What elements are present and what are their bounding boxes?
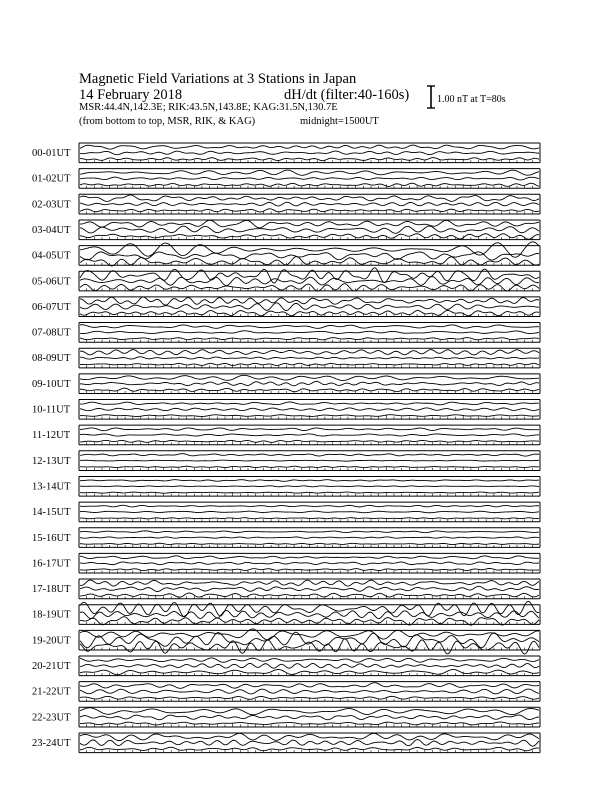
trace-rik <box>80 331 539 334</box>
trace-kag <box>80 505 539 507</box>
trace-kag <box>80 601 539 616</box>
panel-label: 02-03UT <box>32 199 71 211</box>
trace-rik <box>80 357 539 359</box>
trace-kag <box>80 350 539 355</box>
panel-label: 14-15UT <box>32 507 71 519</box>
trace-rik <box>80 408 539 411</box>
trace-kag <box>80 145 539 149</box>
trace-rik <box>80 381 539 385</box>
trace-rik <box>80 226 539 233</box>
trace-kag <box>80 268 539 283</box>
trace-rik <box>80 303 539 311</box>
panel-label: 15-16UT <box>32 532 71 544</box>
trace-rik <box>80 177 539 180</box>
trace-rik <box>80 434 539 436</box>
panel-label: 19-20UT <box>32 635 71 647</box>
panel-label: 05-06UT <box>32 276 71 288</box>
trace-rik <box>80 663 539 668</box>
trace-kag <box>80 580 539 586</box>
station-coordinates: MSR:44.4N,142.3E; RIK:43.5N,143.8E; KAG:31.5N,130.7E <box>79 102 338 113</box>
panel-label: 00-01UT <box>32 148 71 159</box>
trace-kag <box>80 170 539 175</box>
panel-label: 10-11UT <box>32 404 71 416</box>
trace-kag <box>80 708 539 715</box>
trace-kag <box>80 402 539 405</box>
panel-label: 21-22UT <box>32 686 71 698</box>
trace-kag <box>80 531 539 533</box>
panel-label: 11-12UT <box>32 430 71 442</box>
trace-kag <box>80 375 539 380</box>
trace-rik <box>80 460 539 461</box>
panel-label: 04-05UT <box>32 250 71 262</box>
panel-label: 01-02UT <box>32 173 71 185</box>
trace-rik <box>80 511 539 513</box>
trace-kag <box>80 428 539 431</box>
trace-kag <box>80 325 539 329</box>
trace-rik <box>80 715 539 720</box>
midnight-note: midnight=1500UT <box>300 116 379 127</box>
panel-label: 13-14UT <box>32 481 71 493</box>
panel-label: 12-13UT <box>32 455 71 467</box>
chart-date: 14 February 2018 <box>79 87 183 103</box>
panel-label: 23-24UT <box>32 737 71 749</box>
trace-rik <box>80 537 539 538</box>
trace-kag <box>80 297 539 305</box>
panel-label: 08-09UT <box>32 353 71 365</box>
quantity-filter-label: dH/dt (filter:40-160s) <box>284 87 410 103</box>
trace-kag <box>80 454 539 456</box>
panel-label: 06-07UT <box>32 301 71 313</box>
trace-kag <box>80 195 539 201</box>
panel-label: 16-17UT <box>32 558 71 570</box>
trace-rik <box>80 151 539 155</box>
trace-rik <box>80 202 539 206</box>
panel-label: 20-21UT <box>32 661 71 672</box>
panel-label: 07-08UT <box>32 327 71 339</box>
panel-label: 09-10UT <box>32 378 71 390</box>
trace-rik <box>80 562 539 565</box>
panel-label: 03-04UT <box>32 224 71 236</box>
trace-rik <box>80 740 539 747</box>
trace-rik <box>80 689 539 694</box>
trace-kag <box>80 556 539 559</box>
trace-kag <box>80 220 539 228</box>
station-order-note: (from bottom to top, MSR, RIK, & KAG) <box>79 116 256 127</box>
trace-kag <box>80 683 539 689</box>
panel-label: 22-23UT <box>32 712 71 724</box>
trace-rik <box>80 586 539 591</box>
trace-kag <box>80 242 539 257</box>
panel-label: 18-19UT <box>32 609 71 621</box>
scale-bar-label: 1.00 nT at T=80s <box>437 94 506 105</box>
trace-kag <box>80 733 539 740</box>
chart-title: Magnetic Field Variations at 3 Stations in Japan <box>79 71 357 87</box>
trace-kag <box>80 480 539 482</box>
trace-kag <box>80 658 539 662</box>
panel-label: 17-18UT <box>32 584 71 596</box>
trace-rik <box>80 486 539 487</box>
